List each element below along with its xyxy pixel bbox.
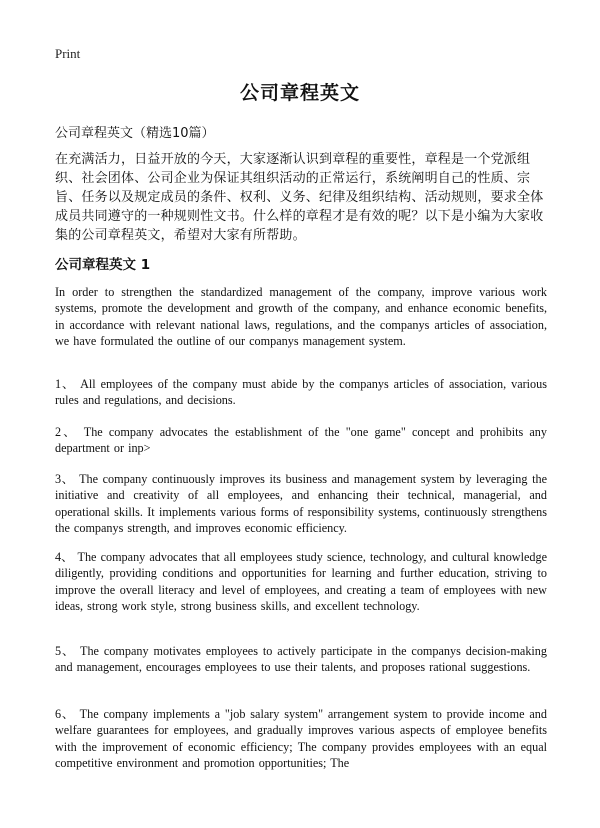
section-heading: 公司章程英文 1 (55, 257, 151, 273)
list-item: 2、 The company advocates the establishment of the "one game" concept and prohibits any department or inp> (55, 425, 547, 456)
list-item: 5、 The company motivates employees to actively participate in the companys decision-making and management, encourages employees to use their talents, and proposes rational suggestions. (55, 644, 547, 675)
body-paragraph: In order to strengthen the standardized management of the company, improve various work systems, promote the development and growth of the company, and enhance economic benefits, in accordance with relevant national laws, regulations, and the companys articles of association, we have formulated the outline of our companys management system. (55, 285, 547, 348)
list-item: 4、 The company advocates that all employees study science, technology, and cultural knowledge diligently, providing conditions and opportunities for learning and further education, striving to improve the overall literacy and level of employees, and creating a team of employees with new ideas, strong work style, strong business skills, and excellent technology. (55, 550, 547, 613)
intro-paragraph: 在充满活力，日益开放的今天，大家逐渐认识到章程的重要性，章程是一个党派组织、社会团体、公司企业为保证其组织活动的正常运行，系统阐明自己的性质、宗旨、任务以及规定成员的条件、权利、义务、纪律及组织结构、活动规则，要求全体成员共同遵守的一种规则性文书。什么样的章程才是有效的呢？以下是小编为大家收集的公司章程英文，希望对大家有所帮助。 (55, 152, 544, 243)
document-subtitle: 公司章程英文（精选10篇） (55, 126, 215, 141)
list-item: 3、 The company continuously improves its business and management system by leveraging the initiative and creativity of all employees, and enhancing their technical, managerial, and operational skills. It implements various forms of responsibility systems, continuously strengthens the companys strength, and improves economic efficiency. (55, 472, 547, 535)
list-item: 1、 All employees of the company must abide by the companys articles of association, various rules and regulations, and decisions. (55, 377, 547, 408)
page-title: 公司章程英文 (239, 82, 360, 104)
list-item: 6、 The company implements a "job salary system" arrangement system to provide income and welfare guarantees for employees, and gradually improves various aspects of employee benefits with the improvement of economic efficiency; The company provides employees with an equal competitive environment and promotion opportunities; The (55, 707, 547, 770)
print-link[interactable]: Print (55, 46, 81, 61)
